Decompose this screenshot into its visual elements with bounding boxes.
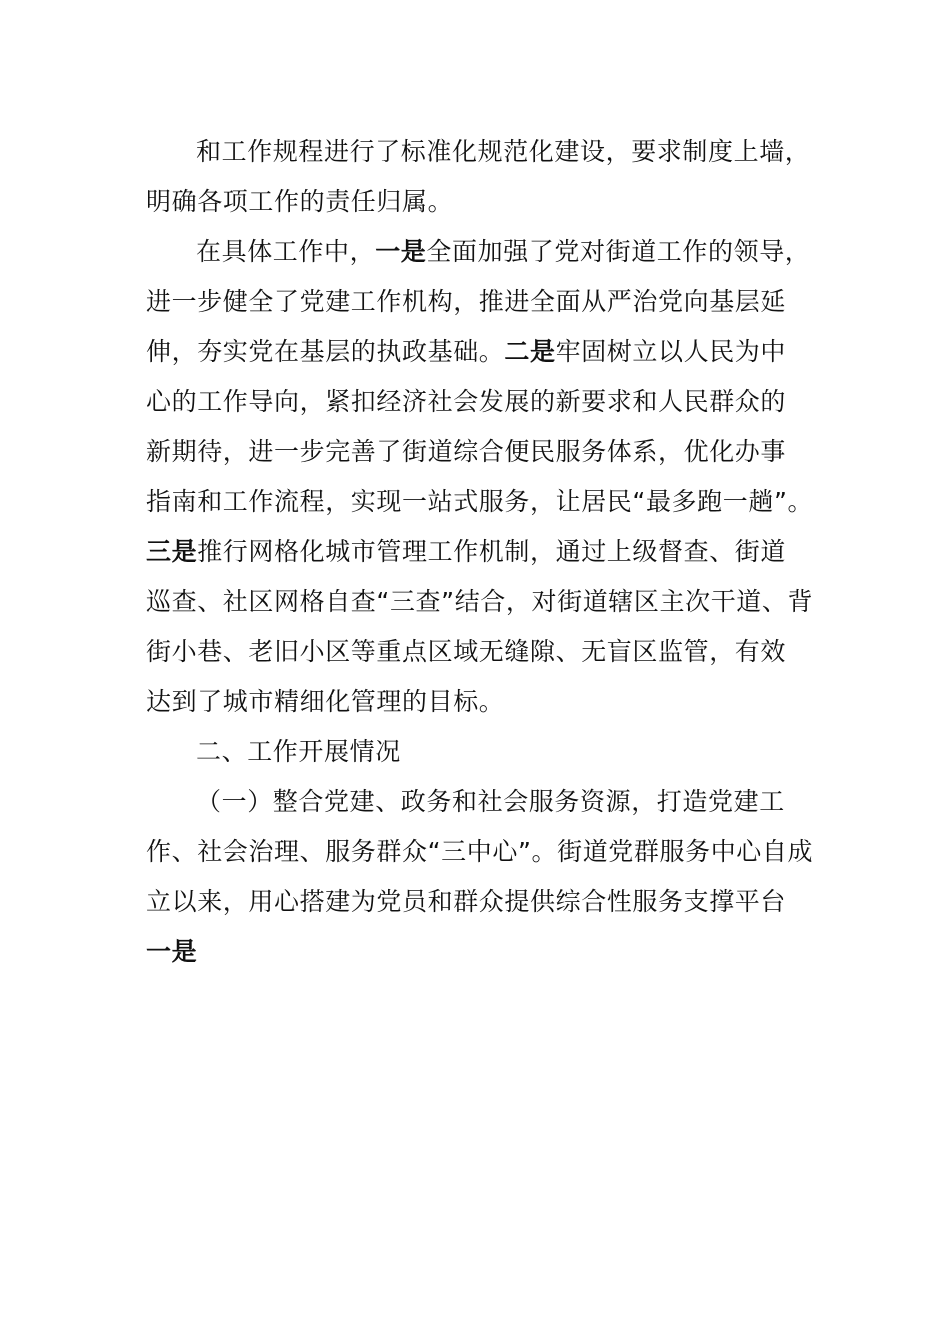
text-run: 巡查、社区网格自查“三查”结合，对街道辖区主次干道、背 xyxy=(146,587,814,616)
text-run: 新期待，进一步完善了街道综合便民服务体系，优化办事 xyxy=(146,437,787,466)
paragraph-line xyxy=(146,837,813,867)
text-run: 伸，夯实党在基层的执政基础。 xyxy=(146,337,505,366)
paragraph-line xyxy=(146,637,786,667)
paragraph-line xyxy=(146,537,786,567)
text-run: 进一步健全了党建工作机构，推进全面从严治党向基层延 xyxy=(146,287,787,316)
paragraph-line xyxy=(146,687,504,717)
text-run: 推行网格化城市管理工作机制，通过上级督查、街道 xyxy=(197,537,787,566)
text-run: 立以来，用心搭建为党员和群众提供综合性服务支撑平台 xyxy=(146,887,787,916)
paragraph-line xyxy=(146,887,786,917)
text-run: 指南和工作流程，实现一站式服务，让居民“最多跑一趟”。 xyxy=(146,487,814,516)
section-heading xyxy=(196,737,401,767)
emphasis-run: 一是 xyxy=(146,937,198,966)
text-run: 牢固树立以人民为中 xyxy=(555,337,787,366)
text-run: 二、工作开展情况 xyxy=(196,737,401,766)
text-run: 明确各项工作的责任归属。 xyxy=(146,187,454,216)
paragraph-line xyxy=(146,587,813,617)
paragraph-line xyxy=(196,787,785,817)
emphasis-run: 三是 xyxy=(146,537,198,566)
text-run: （一）整合党建、政务和社会服务资源，打造党建工 xyxy=(196,787,785,816)
text-run: 在具体工作中， xyxy=(196,237,376,266)
paragraph-line xyxy=(146,937,197,967)
paragraph-line xyxy=(146,187,453,217)
paragraph-line xyxy=(146,387,786,417)
text-run: 心的工作导向，紧扣经济社会发展的新要求和人民群众的 xyxy=(146,387,787,416)
text-run: 和工作规程进行了标准化规范化建设，要求制度上墙， xyxy=(196,137,811,166)
emphasis-run: 一是 xyxy=(375,237,427,266)
paragraph-line xyxy=(146,437,786,467)
text-run: 街小巷、老旧小区等重点区域无缝隙、无盲区监管，有效 xyxy=(146,637,787,666)
text-run: 全面加强了党对街道工作的领导， xyxy=(426,237,811,266)
text-run: 作、社会治理、服务群众“三中心”。街道党群服务中心自成 xyxy=(146,837,814,866)
paragraph-line xyxy=(146,487,813,517)
emphasis-run: 二是 xyxy=(504,337,556,366)
text-run: 达到了城市精细化管理的目标。 xyxy=(146,687,505,716)
paragraph-line xyxy=(146,287,786,317)
paragraph-line xyxy=(196,137,810,167)
paragraph-line xyxy=(196,237,810,267)
paragraph-line xyxy=(146,337,786,367)
